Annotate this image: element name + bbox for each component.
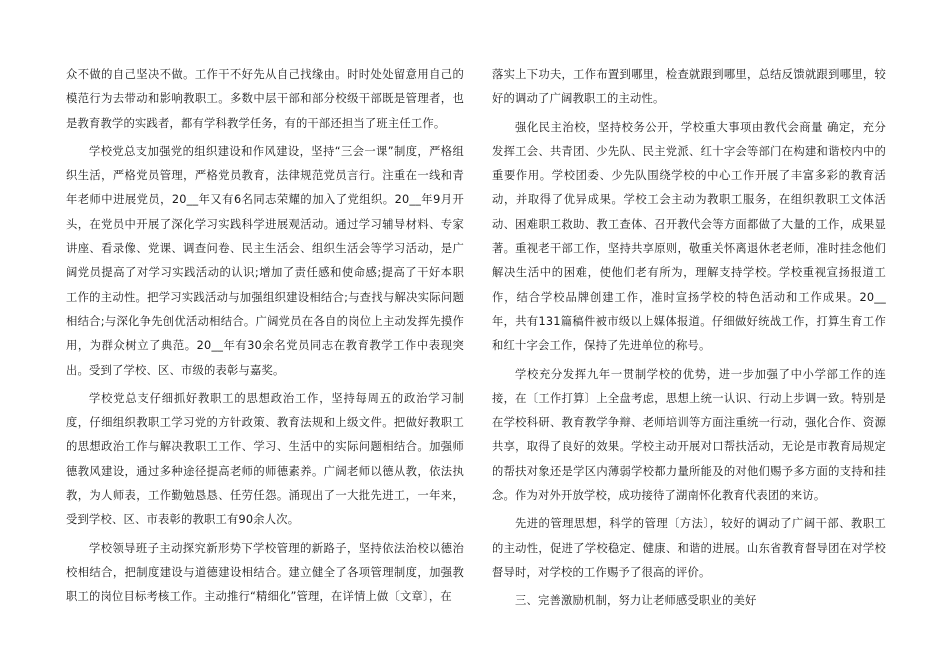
right-paragraph-1: 落实上下功夫，工作布置到哪里，检查就跟到哪里，总结反馈就跟到哪里，较好的调动了广阔教职工的主动性。 — [492, 68, 886, 106]
right-paragraph-2: 强化民主治校，坚持校务公开，学校重大事项由教代会商量 确定，充分发挥工会、共青团、少先队、民主党派、红十字会等部门在构建和谐校内中的重要作用。学校团委、少先队围绕学校的中心工作开展了丰富多彩的教育活动，并取得了优异成果。学校工会主动为教职工服务，在组织教职工文体活动、困难职工救助、教工查体、召开教代会等方面都做了大量的工作，成果显著。重视老干部工作，坚持共享原则，敬重关怀离退休老老师，准时挂念他们解决生活中的困难，使他们老有所为，理解支持学校。学校重视宣扬报道工作，结合学校品牌创建工作，准时宣扬学校的特色活动和工作成果。20__年，共有131篇稿件被市级以上媒体报道。仔细做好统战工作，打算生育工作和红十字会工作，保持了先进单位的称号。 — [492, 120, 886, 353]
left-paragraph-3: 学校党总支仔细抓好教职工的思想政治工作，坚持每周五的政治学习制度，仔细组织教职工学习党的方针政策、教育法规和上级文件。把做好教职工的思想政治工作与解决教职工工作、学习、生活中的实际问题相结合。加强师德教风建设，通过多种途径提高老师的师德素养。广阔老师以德从教，依法执教，为人师表，工作勤勉恳恳、任劳任怨。涌现出了一大批先进工，一年来，受到学校、区、市表彰的教职工有90余人次。 — [66, 391, 464, 527]
right-column — [492, 63, 886, 614]
right-paragraph-3: 学校充分发挥九年一贯制学校的优势，进一步加强了中小学部工作的连接，在〔工作打算〕上全盘考虑，思想上统一认识、行动上步调一致。特别是在学校科研、教育教学争辩、老师培训等方面注重统一行动，强化合作、资源共享，取得了良好的效果。学校主动开展对口帮扶活动，无论是市教育局规定的帮扶对象还是学区内薄弱学校都力量所能及的对他们赐予多方面的支持和挂念。作为对外开放学校，成功接待了湖南怀化教育代表团的来访。 — [492, 367, 886, 503]
left-paragraph-1: 众不做的自己坚决不做。工作干不好先从自己找缘由。时时处处留意用自己的模范行为去带动和影响教职工。多数中层干部和部分校级干部既是管理者，也是教育教学的实践者，都有学科教学任务，有的干部还担当了班主任工作。 — [66, 68, 464, 130]
left-column — [66, 63, 464, 610]
section-heading: 三、完善激励机制，努力让老师感受职业的美好 — [515, 594, 757, 608]
right-paragraph-4: 先进的管理思想，科学的管理〔方法〕，较好的调动了广阔干部、教职工的主动性，促进了学校稳定、健康、和谐的进展。山东省教育督导团在对学校督导时，对学校的工作赐予了很高的评价。 — [492, 517, 886, 579]
left-paragraph-4: 学校领导班子主动探究新形势下学校管理的新路子，坚持依法治校以德治校相结合，把制度建设与道德建设相结合。建立健全了各项管理制度，加强教职工的岗位目标考核工作。主动推行“精细化”管理，在详情上做〔文章〕，在 — [66, 541, 464, 604]
left-paragraph-2: 学校党总支加强党的组织建设和作风建设，坚持“三会一课”制度，严格组织生活，严格党员管理，严格党员教育，法律规范党员言行。注重在一线和青年老师中进展党员，20__年又有6名同志荣耀的加入了党组织。20__年9月开头，在党员中开展了深化学习实践科学进展观活动。通过学习辅导材料、专家讲座、看录像、党课、调查问卷、民主生活会、组织生活会等学习活动，是广阔党员提高了对学习实践活动的认识;增加了责任感和使命感;提高了干好本职工作的主动性。把学习实践活动与加强组织建设相结合;与查找与解决实际问题相结合;与深化争先创优活动相结合。广阔党员在各自的岗位上主动发挥先摸作用，为群众树立了典范。20__年有30余名党员同志在教育教学工作中表现突出。受到了学校、区、市级的表彰与嘉奖。 — [66, 144, 464, 377]
